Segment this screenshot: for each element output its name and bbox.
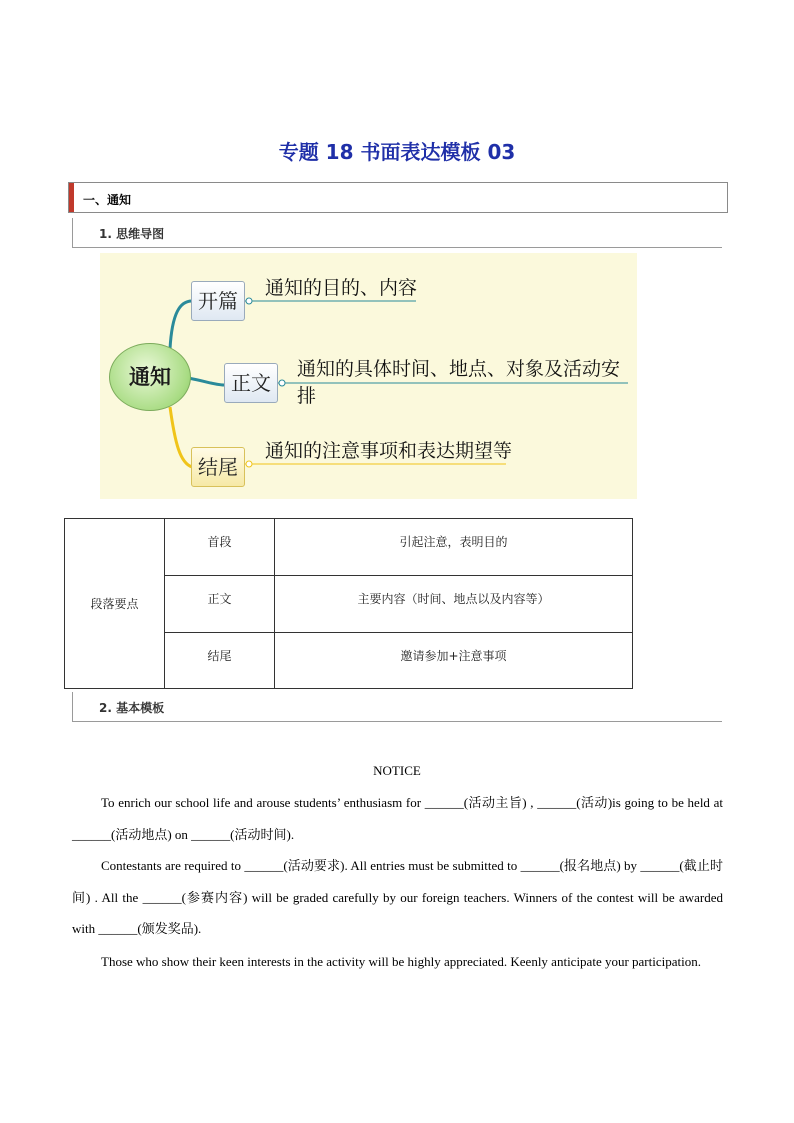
notice-paragraph-3: Those who show their keen interests in the activity will be highly appreciated. Keenly anticipate your participation. [101,954,701,969]
section-heading-label: 一、通知 [83,193,132,207]
subsection-mindmap-heading [72,218,722,248]
table-cell-part: 结尾 [165,633,275,689]
connector-ending [170,407,192,467]
table-cell-content: 引起注意，表明目的 [275,519,633,576]
dot-body [279,380,285,386]
branch-text-opening: 通知的目的、内容 [265,277,418,299]
row-header-cell: 段落要点 [65,519,165,689]
page-title: 专题 18 书面表达模板 03 [278,140,516,164]
mind-map-center: 通知 [109,343,191,411]
section-heading-notice [68,182,728,213]
branch-text-ending: 通知的注意事项和表达期望等 [265,440,513,462]
table-cell-part: 首段 [165,519,275,576]
connector-opening [170,301,192,349]
notice-paragraph-1: To enrich our school life and arouse students’ enthusiasm for ______(活动主旨) , ______(活动)is going to be held at ______(活动地点) on ______(活动时间). [72,795,723,842]
branch-text-body: 通知的具体时间、地点、对象及活动安排 [297,358,621,407]
notice-title: NOTICE [373,763,421,778]
table-cell-content: 主要内容（时间、地点以及内容等） [275,576,633,633]
mind-map [100,253,637,499]
table-row [65,519,633,576]
notice-paragraph-2: Contestants are required to ______(活动要求). All entries must be submitted to ______(报名地点) by ______(截止时间) . All the ______(参赛内容) will be graded carefully by our foreign teachers. Winners of the contest will be awarded with ______(颁发奖品). [72,858,723,937]
subsection-template-label: 2. 基本模板 [99,701,165,715]
subsection-template-heading [72,692,722,722]
dot-ending [246,461,252,467]
node-ending: 结尾 [191,447,245,487]
node-body: 正文 [224,363,278,403]
table-cell-part: 正文 [165,576,275,633]
dot-opening [246,298,252,304]
section-accent-bar [69,183,74,212]
paragraph-points-table [64,518,633,689]
subsection-mindmap-label: 1. 思维导图 [99,227,165,241]
node-opening: 开篇 [191,281,245,321]
table-cell-content: 邀请参加+注意事项 [275,633,633,689]
connector-body [188,378,224,385]
